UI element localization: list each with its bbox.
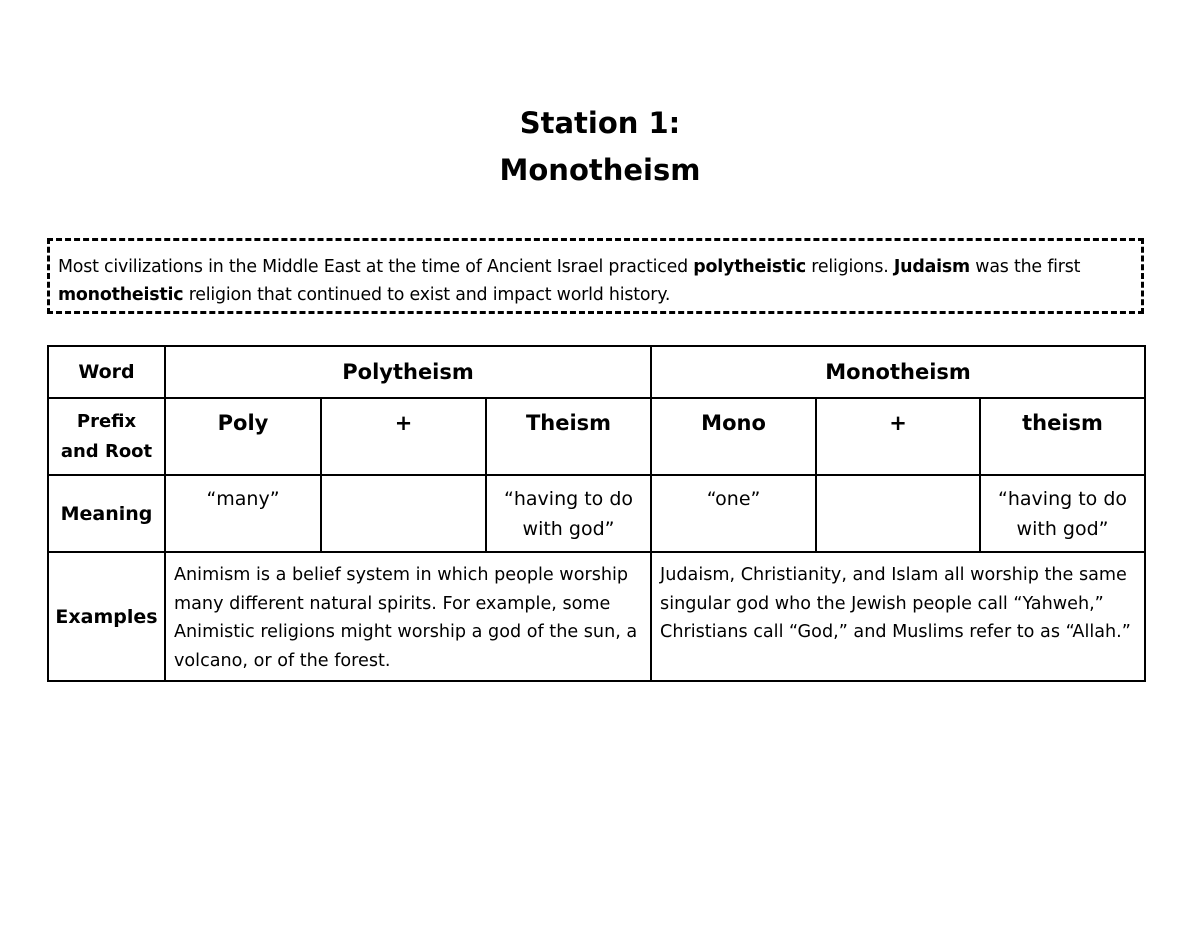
- monotheism-root-meaning: “having to do with god”: [980, 475, 1145, 552]
- table-row-meaning: [48, 475, 1145, 552]
- monotheism-word: Monotheism: [651, 346, 1145, 398]
- monotheism-plus-meaning: [816, 475, 980, 552]
- table-row-prefix: [48, 398, 1145, 475]
- polytheism-plus: +: [321, 398, 486, 475]
- polytheism-root-meaning: “having to do with god”: [486, 475, 651, 552]
- polytheism-prefix: Poly: [165, 398, 321, 475]
- intro-text-2: religions.: [805, 257, 894, 277]
- intro-text-3: was the first: [969, 257, 1081, 277]
- monotheism-plus: +: [816, 398, 980, 475]
- monotheism-root: theism: [980, 398, 1145, 475]
- table-row-examples: [48, 552, 1145, 681]
- intro-text-1: Most civilizations in the Middle East at the time of Ancient Israel practiced: [58, 257, 694, 277]
- monotheism-example: Judaism, Christianity, and Islam all worship the same singular god who the Jewish people call “Yahweh,” Christians call “God,” and Muslims refer to as “Allah.”: [651, 552, 1145, 681]
- word-table: [47, 345, 1146, 682]
- intro-box: [47, 238, 1144, 314]
- table-row-word: [48, 346, 1145, 398]
- polytheism-example: Animism is a belief system in which people worship many different natural spirits. For example, some Animistic religions might worship a god of the sun, a volcano, or of the forest.: [165, 552, 651, 681]
- page-title: [0, 100, 1200, 194]
- polytheism-prefix-meaning: “many”: [165, 475, 321, 552]
- row-label-examples: Examples: [48, 552, 165, 681]
- intro-bold-polytheistic: polytheistic: [693, 257, 806, 277]
- row-label-word: Word: [48, 346, 165, 398]
- intro-text-4: religion that continued to exist and impact world history.: [183, 285, 671, 305]
- title-line-1: Station 1:: [519, 106, 681, 140]
- monotheism-prefix-meaning: “one”: [651, 475, 816, 552]
- polytheism-word: Polytheism: [165, 346, 651, 398]
- monotheism-prefix: Mono: [651, 398, 816, 475]
- polytheism-plus-meaning: [321, 475, 486, 552]
- intro-bold-monotheistic: monotheistic: [58, 285, 184, 305]
- row-label-prefix: [48, 398, 165, 475]
- row-label-prefix-line1: Prefix: [76, 410, 137, 432]
- intro-bold-judaism: Judaism: [893, 257, 970, 277]
- polytheism-root: Theism: [486, 398, 651, 475]
- row-label-meaning: Meaning: [48, 475, 165, 552]
- title-line-2: Monotheism: [499, 153, 701, 187]
- row-label-prefix-line2: and Root: [60, 440, 153, 462]
